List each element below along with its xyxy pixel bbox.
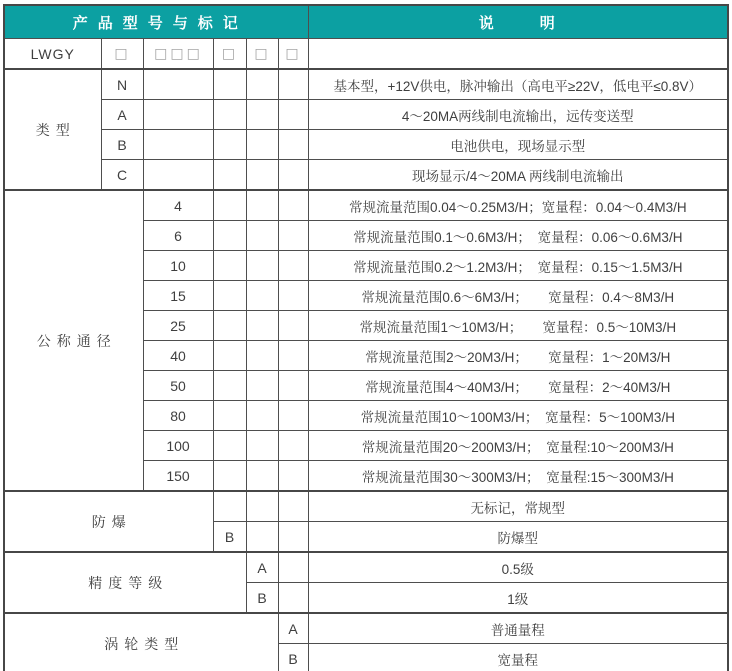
code-cell: 15 <box>143 281 213 311</box>
section-label-type: 类型 <box>4 69 101 190</box>
description-cell: 电池供电，现场显示型 <box>308 130 728 160</box>
placeholder-box-icon: □ <box>285 45 302 62</box>
model-prefix-cell: LWGY <box>4 39 101 70</box>
empty-cell <box>213 130 246 160</box>
empty-cell <box>213 431 246 461</box>
table-row <box>4 190 728 221</box>
empty-cell <box>213 281 246 311</box>
code-cell: A <box>278 613 308 644</box>
empty-cell <box>278 431 308 461</box>
empty-cell <box>246 461 278 492</box>
table-header-row <box>4 5 728 39</box>
empty-cell <box>278 552 308 583</box>
empty-cell <box>278 401 308 431</box>
model-box-cell-type <box>101 39 143 70</box>
code-cell: 25 <box>143 311 213 341</box>
empty-cell <box>213 69 246 100</box>
code-cell: 80 <box>143 401 213 431</box>
code-cell: A <box>246 552 278 583</box>
model-spec-table <box>3 4 729 671</box>
table-row <box>4 69 728 100</box>
empty-cell <box>278 69 308 100</box>
header-product-model-label: 产品型号与标记 <box>4 5 308 39</box>
code-cell: 10 <box>143 251 213 281</box>
description-cell: 基本型，+12V供电，脉冲输出（高电平≥22V，低电平≤0.8V） <box>308 69 728 100</box>
description-cell: 宽量程 <box>308 644 728 671</box>
placeholder-box-icon: □ <box>254 45 271 62</box>
empty-cell <box>278 461 308 492</box>
empty-cell <box>213 100 246 130</box>
empty-description-cell <box>308 39 728 70</box>
description-cell: 防爆型 <box>308 522 728 553</box>
model-box-cell-accuracy <box>246 39 278 70</box>
description-cell: 常规流量范围4～40M3/H； 宽量程：2～40M3/H <box>308 371 728 401</box>
empty-cell <box>213 221 246 251</box>
section-label-explosion-proof: 防爆 <box>4 491 213 552</box>
empty-cell <box>213 401 246 431</box>
empty-cell <box>246 311 278 341</box>
description-cell: 常规流量范围20～200M3/H； 宽量程:10～200M3/H <box>308 431 728 461</box>
empty-cell <box>278 311 308 341</box>
description-cell: 常规流量范围2～20M3/H； 宽量程：1～20M3/H <box>308 341 728 371</box>
description-cell: 常规流量范围0.6～6M3/H； 宽量程：0.4～8M3/H <box>308 281 728 311</box>
empty-cell <box>278 190 308 221</box>
code-cell: 6 <box>143 221 213 251</box>
empty-cell <box>246 401 278 431</box>
empty-cell <box>143 69 213 100</box>
empty-cell <box>143 130 213 160</box>
empty-cell <box>278 160 308 191</box>
table-row <box>4 100 728 130</box>
description-cell: 1级 <box>308 583 728 614</box>
code-cell: A <box>101 100 143 130</box>
code-cell: B <box>213 522 246 553</box>
section-label-turbine-type: 涡轮类型 <box>4 613 278 671</box>
empty-cell <box>278 491 308 522</box>
description-cell: 无标记，常规型 <box>308 491 728 522</box>
code-cell <box>213 491 246 522</box>
description-cell: 4～20MA两线制电流输出，远传变送型 <box>308 100 728 130</box>
code-cell: N <box>101 69 143 100</box>
code-cell: B <box>101 130 143 160</box>
empty-cell <box>246 130 278 160</box>
code-cell: B <box>246 583 278 614</box>
empty-cell <box>246 69 278 100</box>
model-box-cell-turbine <box>278 39 308 70</box>
model-box-cell-explosion <box>213 39 246 70</box>
empty-cell <box>246 281 278 311</box>
code-cell: 4 <box>143 190 213 221</box>
description-cell: 常规流量范围10～100M3/H； 宽量程：5～100M3/H <box>308 401 728 431</box>
empty-cell <box>246 160 278 191</box>
empty-cell <box>246 251 278 281</box>
description-cell: 常规流量范围1～10M3/H； 宽量程：0.5～10M3/H <box>308 311 728 341</box>
code-cell: C <box>101 160 143 191</box>
empty-cell <box>278 251 308 281</box>
model-code-row <box>4 39 728 70</box>
code-cell: 150 <box>143 461 213 492</box>
placeholder-box-icon: □□□ <box>154 45 203 62</box>
empty-cell <box>213 251 246 281</box>
empty-cell <box>143 100 213 130</box>
empty-cell <box>246 491 278 522</box>
code-cell: 40 <box>143 341 213 371</box>
code-cell: 50 <box>143 371 213 401</box>
empty-cell <box>278 130 308 160</box>
table-row <box>4 130 728 160</box>
empty-cell <box>246 100 278 130</box>
empty-cell <box>246 341 278 371</box>
description-cell: 常规流量范围30～300M3/H； 宽量程:15～300M3/H <box>308 461 728 492</box>
empty-cell <box>213 341 246 371</box>
empty-cell <box>278 221 308 251</box>
empty-cell <box>213 311 246 341</box>
description-cell: 普通量程 <box>308 613 728 644</box>
model-box-cell-diameter <box>143 39 213 70</box>
empty-cell <box>213 190 246 221</box>
empty-cell <box>278 341 308 371</box>
empty-cell <box>278 522 308 553</box>
table-row <box>4 160 728 191</box>
description-cell: 0.5级 <box>308 552 728 583</box>
empty-cell <box>278 100 308 130</box>
empty-cell <box>246 221 278 251</box>
section-label-diameter: 公称通径 <box>4 190 143 491</box>
empty-cell <box>246 431 278 461</box>
empty-cell <box>278 281 308 311</box>
code-cell: B <box>278 644 308 671</box>
placeholder-box-icon: □ <box>221 45 239 62</box>
empty-cell <box>278 583 308 614</box>
description-cell: 常规流量范围0.2～1.2M3/H； 宽量程：0.15～1.5M3/H <box>308 251 728 281</box>
placeholder-box-icon: □ <box>114 45 131 62</box>
section-label-accuracy: 精度等级 <box>4 552 246 613</box>
description-cell: 常规流量范围0.1～0.6M3/H； 宽量程：0.06～0.6M3/H <box>308 221 728 251</box>
empty-cell <box>246 522 278 553</box>
description-cell: 常规流量范围0.04～0.25M3/H；宽量程：0.04～0.4M3/H <box>308 190 728 221</box>
table-row <box>4 491 728 522</box>
empty-cell <box>246 371 278 401</box>
empty-cell <box>213 371 246 401</box>
header-description-label: 说明 <box>308 5 728 39</box>
code-cell: 100 <box>143 431 213 461</box>
empty-cell <box>213 160 246 191</box>
table-row <box>4 552 728 583</box>
table-row <box>4 613 728 644</box>
empty-cell <box>213 461 246 492</box>
empty-cell <box>143 160 213 191</box>
empty-cell <box>246 190 278 221</box>
description-cell: 现场显示/4～20MA 两线制电流输出 <box>308 160 728 191</box>
empty-cell <box>278 371 308 401</box>
